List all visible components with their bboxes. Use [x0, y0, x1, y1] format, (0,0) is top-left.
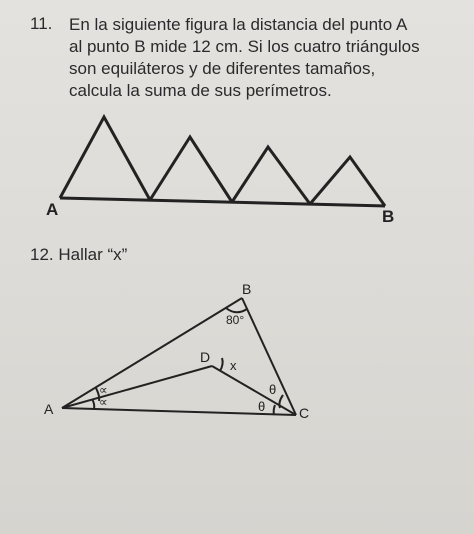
problem-11-number: 11. [30, 14, 53, 33]
angle-arc-d [220, 358, 223, 371]
alpha-upper-label: ∝ [99, 383, 108, 397]
point-a-label: A [46, 200, 59, 219]
angle-x-label: x [230, 358, 237, 373]
problem-11-line: son equiláteros y de diferentes tamaños, [69, 59, 376, 78]
problem-11-line: En la siguiente figura la distancia del punto A [69, 15, 408, 34]
point-d-label: D [200, 349, 211, 365]
side-ab [62, 298, 245, 408]
segment-ad [62, 366, 212, 408]
vertex-c-label: C [299, 405, 310, 421]
problem-11-line: al punto B mide 12 cm. Si los cuatro triángulos [69, 37, 420, 56]
alpha-lower-label: ∝ [99, 395, 108, 409]
angle-arc-b [226, 308, 247, 312]
vertex-b-label: B [242, 281, 252, 297]
problem-12-title: 12. Hallar “x” [30, 245, 128, 264]
side-bc [242, 298, 296, 415]
point-b-label: B [382, 207, 395, 226]
problem-11-line: calcula la suma de sus perímetros. [69, 81, 332, 100]
angle-arc-a-lower [92, 399, 94, 409]
theta-lower-label: θ [258, 399, 266, 414]
angle-b-value: 80° [226, 313, 245, 327]
vertex-a-label: A [44, 401, 54, 417]
segment-dc [212, 366, 296, 415]
theta-upper-label: θ [269, 382, 277, 397]
